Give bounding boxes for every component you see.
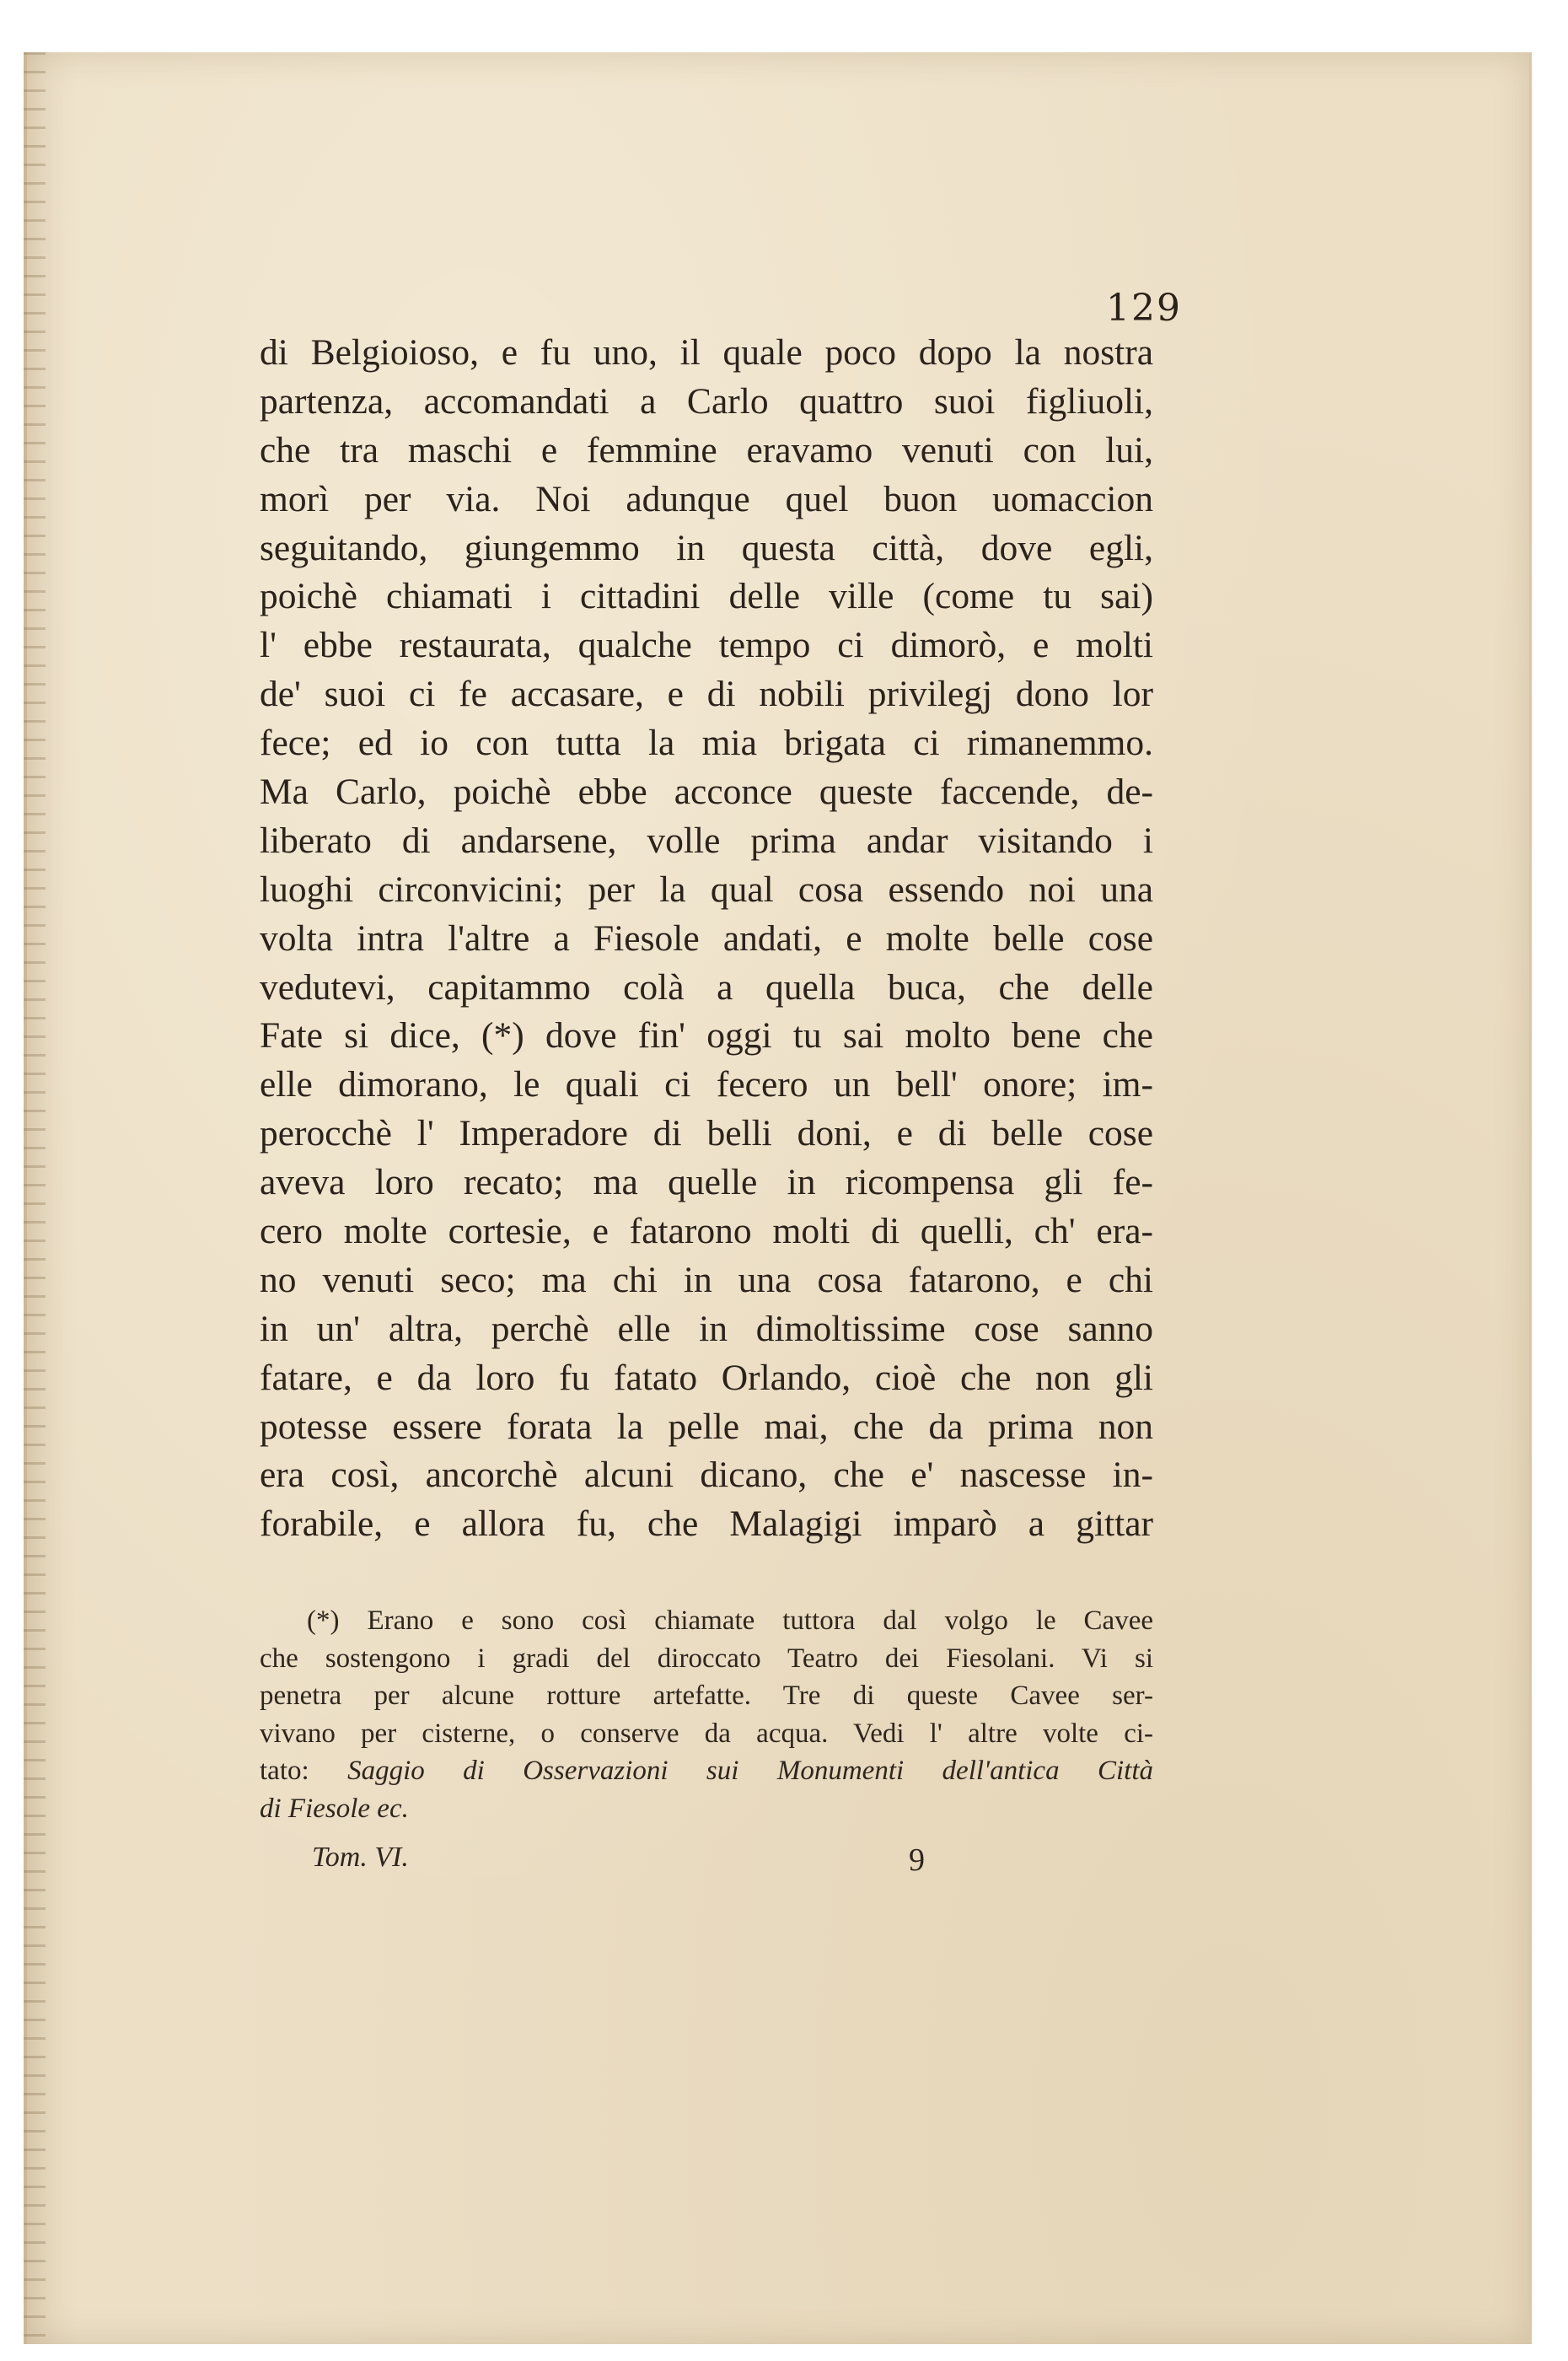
- text-line: fece; ed io con tutta la mia brigata ci rimanemmo.: [260, 723, 1153, 764]
- text-line: liberato di andarsene, volle prima andar visitando i: [260, 820, 1153, 861]
- text-line: vedutevi, capitammo colà a quella buca, che delle: [260, 966, 1153, 1008]
- footnote-line: penetra per alcune rotture artefatte. Tre di queste Cavee ser-: [260, 1681, 1153, 1711]
- text-line: cero molte cortesie, e fatarono molti di quelli, ch' era-: [260, 1211, 1153, 1252]
- text-line: Fate si dice, (*) dove fin' oggi tu sai molto bene che: [260, 1015, 1153, 1057]
- text-line: aveva loro recato; ma quelle in ricompensa gli fe-: [260, 1162, 1153, 1203]
- text-line: poichè chiamati i cittadini delle ville (come tu sai): [260, 576, 1153, 617]
- page-number: 129: [1106, 287, 1182, 330]
- text-line: potesse essere forata la pelle mai, che da prima non: [260, 1406, 1153, 1447]
- footnote-citation-title: Saggio di Osservazioni sui Monumenti dell'antica Città: [347, 1756, 1153, 1786]
- footnote: [260, 1602, 1153, 1827]
- text-line: seguitando, giungemmo in questa città, dove egli,: [260, 527, 1153, 568]
- footnote-citation-prefix: tato:: [260, 1756, 309, 1786]
- text-line: fatare, e da loro fu fatato Orlando, cioè che non gli: [260, 1357, 1153, 1398]
- text-line: perocchè l' Imperadore di belli doni, e di belle cose: [260, 1113, 1153, 1154]
- volume-marker: Tom. VI.: [312, 1842, 409, 1873]
- footnote-line: vivano per cisterne, o conserve da acqua. Vedi l' altre volte ci-: [260, 1718, 1153, 1749]
- page-binding-edge: [24, 52, 46, 2344]
- text-line: no venuti seco; ma chi in una cosa fatarono, e chi: [260, 1259, 1153, 1300]
- text-line: in un' altra, perchè elle in dimoltissime cose sanno: [260, 1308, 1153, 1349]
- footnote-line-citation: [260, 1752, 1153, 1790]
- text-line: Ma Carlo, poichè ebbe acconce queste faccende, de-: [260, 772, 1153, 813]
- signature-mark: 9: [909, 1842, 925, 1878]
- text-line: morì per via. Noi adunque quel buon uomaccion: [260, 478, 1153, 519]
- text-line: forabile, e allora fu, che Malagigi imparò a gittar: [260, 1503, 1153, 1545]
- text-line: volta intra l'altre a Fiesole andati, e molte belle cose: [260, 917, 1153, 959]
- footnote-line: che sostengono i gradi del diroccato Teatro dei Fiesolani. Vi si: [260, 1643, 1153, 1674]
- footnote-line: di Fiesole ec.: [260, 1793, 409, 1824]
- text-line: l' ebbe restaurata, qualche tempo ci dimorò, e molti: [260, 625, 1153, 666]
- text-line: di Belgioioso, e fu uno, il quale poco dopo la nostra: [260, 332, 1153, 373]
- body-text: [260, 329, 1153, 1549]
- text-line: de' suoi ci fe accasare, e di nobili privilegj dono lor: [260, 674, 1153, 715]
- text-line: elle dimorano, le quali ci fecero un bell' onore; im-: [260, 1064, 1153, 1105]
- footnote-line: (*) Erano e sono così chiamate tuttora dal volgo le Cavee: [307, 1605, 1153, 1636]
- text-line: partenza, accomandati a Carlo quattro suoi figliuoli,: [260, 380, 1153, 422]
- text-line: che tra maschi e femmine eravamo venuti con lui,: [260, 429, 1153, 471]
- text-line: luoghi circonvicini; per la qual cosa essendo noi una: [260, 869, 1153, 910]
- text-line: era così, ancorchè alcuni dicano, che e' nascesse in-: [260, 1455, 1153, 1496]
